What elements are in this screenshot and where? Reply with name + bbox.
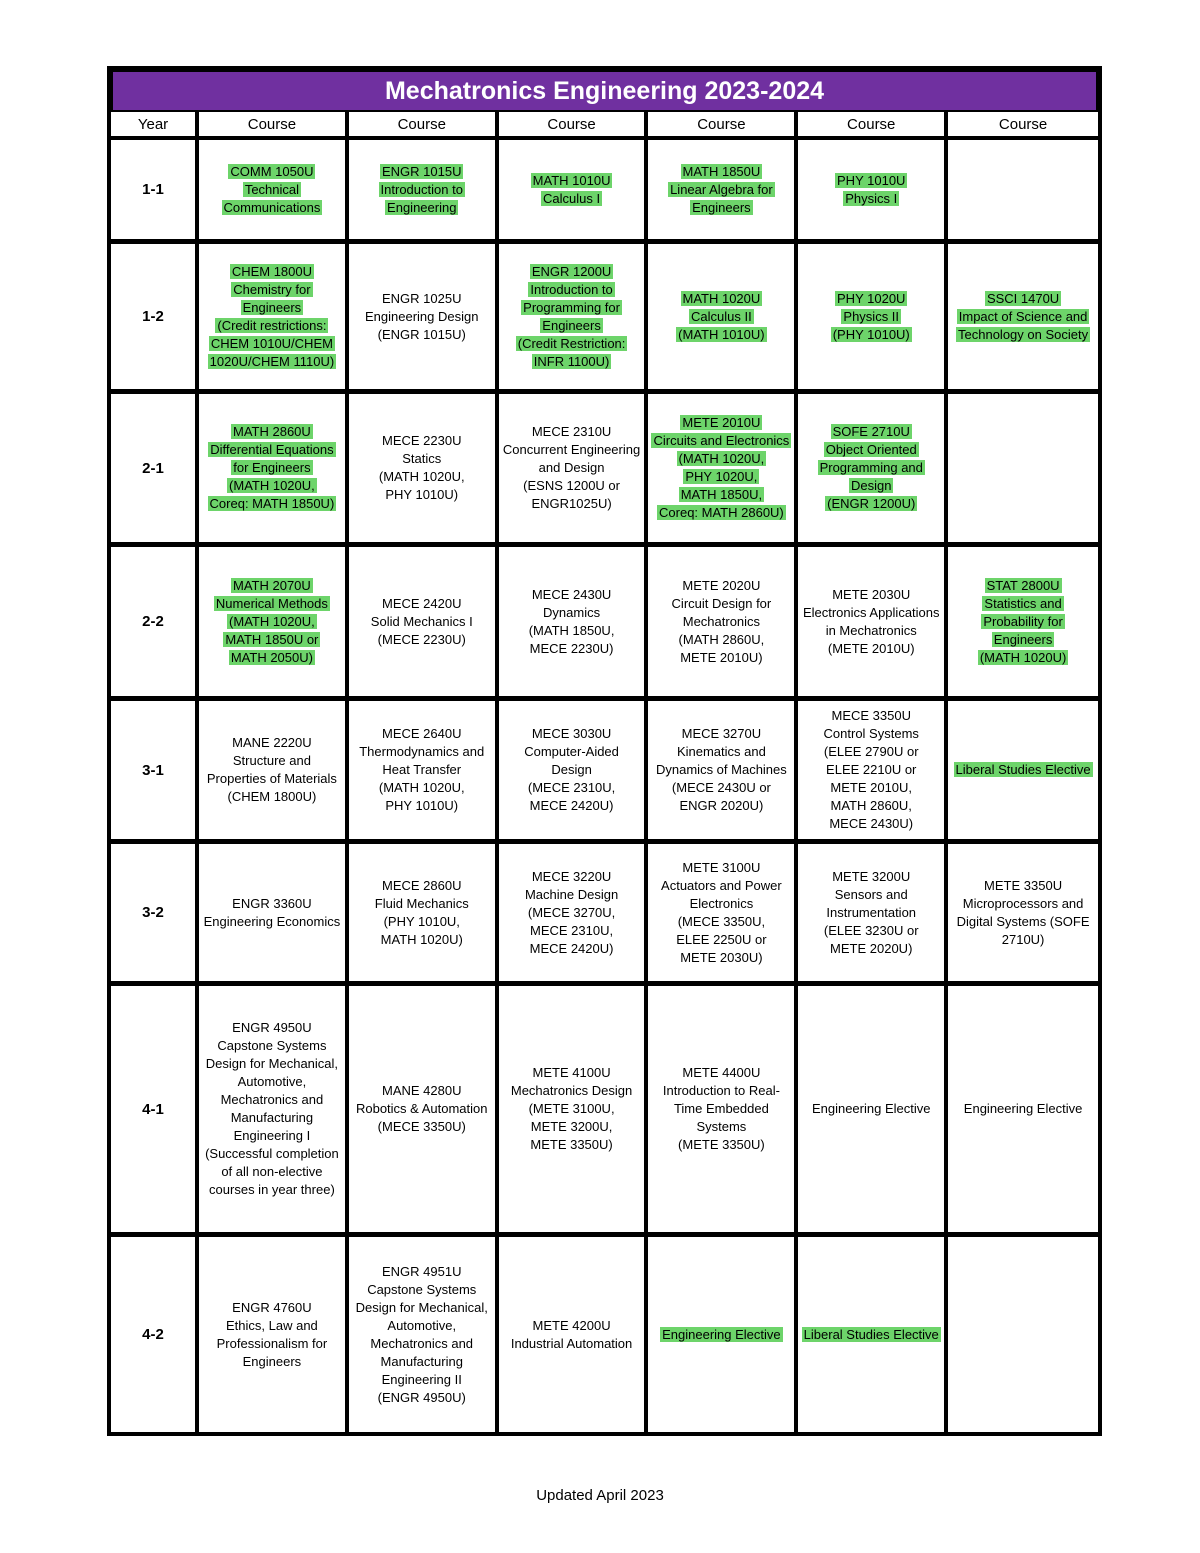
course-detail: Manufacturing — [230, 1110, 314, 1125]
course-cell — [349, 244, 499, 394]
course-detail: Object Oriented — [825, 442, 917, 457]
course-cell — [499, 140, 649, 244]
course-detail: Automotive, — [237, 1074, 307, 1089]
course-detail: Digital Systems (SOFE — [956, 913, 1090, 929]
course-detail: 2710U) — [1001, 931, 1045, 947]
course-detail: Differential Equations — [210, 442, 334, 457]
course-code: MECE 2310U — [531, 424, 612, 439]
course-detail: Sensors and — [834, 886, 908, 902]
course-detail: Physics II — [843, 308, 900, 324]
course-detail: (ENGR 4950U) — [377, 1389, 466, 1405]
course-cell — [199, 394, 349, 547]
year-term-label: 3-2 — [111, 844, 199, 986]
course-detail: Mechatronics and — [370, 1335, 474, 1351]
course-detail: PHY 1020U, — [685, 469, 758, 484]
table-row — [111, 547, 1098, 701]
course-detail: Linear Algebra for — [670, 181, 773, 197]
course-detail: Actuators and Power — [661, 877, 782, 893]
course-detail: Statistics and — [984, 595, 1062, 611]
course-code: METE 4400U — [682, 1065, 761, 1080]
course-detail: Capstone Systems — [217, 1038, 327, 1053]
course-code: SSCI 1470U — [986, 290, 1060, 306]
course-detail: (MECE 3270U, — [527, 904, 616, 920]
course-cell — [648, 844, 798, 986]
course-detail: METE 2010U) — [680, 649, 763, 665]
course-code: ENGR 1025U — [382, 290, 462, 306]
course-detail: Circuits and Electronics — [653, 433, 790, 448]
course-cell — [948, 244, 1098, 394]
course-cell — [648, 1237, 798, 1432]
course-detail: Engineering II — [381, 1371, 462, 1387]
course-cell — [199, 701, 349, 844]
course-detail: Design — [551, 762, 592, 777]
table-row — [111, 244, 1098, 394]
course-detail: (MECE 3350U) — [377, 1119, 466, 1134]
page-title: Mechatronics Engineering 2023-2024 — [113, 73, 1096, 109]
course-cell — [349, 986, 499, 1237]
course-code: Engineering Elective — [963, 1101, 1083, 1116]
header-course: Course — [948, 110, 1098, 140]
course-detail: Capstone Systems — [367, 1281, 477, 1297]
course-detail: Mechatronics and — [220, 1092, 324, 1107]
empty-course-cell — [948, 140, 1098, 244]
course-detail: Design — [850, 478, 892, 493]
course-code: METE 4100U — [532, 1065, 611, 1080]
course-detail: MECE 2230U) — [529, 640, 614, 656]
course-cell — [798, 394, 948, 547]
header-year: Year — [111, 110, 199, 140]
course-cell — [948, 986, 1098, 1237]
course-code: METE 3100U — [682, 859, 761, 875]
course-cell — [798, 1237, 948, 1432]
course-code: MATH 1020U — [682, 290, 761, 306]
course-cell — [798, 244, 948, 394]
table-row — [111, 844, 1098, 986]
table-row — [111, 394, 1098, 547]
empty-course-cell — [948, 394, 1098, 547]
course-detail: Engineering I — [233, 1128, 311, 1143]
course-code: MECE 3270U — [681, 726, 762, 741]
course-detail: MECE 2420U) — [529, 798, 614, 813]
course-detail: Coreq: MATH 1850U) — [209, 496, 335, 511]
course-detail: Systems — [696, 1119, 747, 1134]
course-cell — [349, 701, 499, 844]
course-code: METE 3200U — [832, 868, 911, 884]
course-detail: Technology on Society — [958, 326, 1089, 342]
course-cell — [499, 701, 649, 844]
course-detail: (MECE 3350U, — [677, 913, 766, 929]
course-detail: Engineering — [387, 199, 457, 215]
table-title-bar — [111, 70, 1098, 110]
course-detail: Engineers — [242, 1353, 302, 1369]
course-code: MECE 2420U — [382, 595, 462, 611]
course-code: MATH 2860U — [233, 424, 311, 439]
course-cell — [499, 394, 649, 547]
course-code: METE 3350U — [984, 877, 1063, 893]
course-cell — [499, 986, 649, 1237]
course-code: Engineering Elective — [811, 1101, 931, 1116]
course-code: MECE 2430U — [531, 586, 612, 602]
course-code: MECE 3220U — [531, 868, 612, 884]
course-cell — [948, 844, 1098, 986]
header-course: Course — [349, 110, 499, 140]
course-code: MATH 1010U — [532, 172, 611, 188]
course-detail: METE 2030U) — [680, 949, 763, 965]
course-code: ENGR 4760U — [232, 1299, 312, 1315]
course-code: SOFE 2710U — [832, 424, 910, 439]
course-code: ENGR 1200U — [531, 263, 612, 279]
course-code: METE 2020U — [682, 577, 761, 593]
empty-course-cell — [948, 1237, 1098, 1432]
course-detail: MECE 2420U) — [529, 940, 614, 956]
course-detail: Engineers — [692, 199, 751, 215]
course-cell — [648, 244, 798, 394]
course-detail: Microprocessors and — [962, 895, 1084, 911]
course-detail: (MATH 1850U, — [528, 622, 615, 638]
course-detail: (MATH 1020U, — [229, 478, 315, 493]
course-detail: (CHEM 1800U) — [227, 789, 317, 804]
course-detail: METE 3200U, — [530, 1119, 613, 1134]
course-cell — [948, 701, 1098, 844]
course-detail: (MECE 2230U) — [377, 631, 466, 647]
course-detail: courses in year three) — [209, 1182, 335, 1197]
course-detail: Programming and — [819, 460, 923, 475]
updated-footer: Updated April 2023 — [536, 1487, 664, 1504]
course-detail: MECE 2310U, — [530, 922, 614, 938]
course-detail: Communications — [223, 199, 321, 215]
course-code: COMM 1050U — [230, 163, 314, 179]
year-term-label: 4-1 — [111, 986, 199, 1237]
course-code: MECE 3350U — [831, 708, 911, 723]
course-detail: Electronics Applications — [802, 604, 940, 620]
course-detail: Dynamics — [543, 604, 601, 620]
course-detail: Ethics, Law and — [226, 1317, 318, 1333]
course-code: MATH 1850U — [682, 163, 761, 179]
course-code: MECE 2860U — [382, 877, 462, 893]
course-detail: (METE 3350U) — [678, 1137, 765, 1152]
course-detail: Manufacturing — [380, 1353, 463, 1369]
course-detail: Kinematics and — [676, 744, 766, 759]
course-code: MECE 2230U — [382, 433, 462, 448]
course-detail: (Credit restrictions: — [217, 317, 327, 333]
course-cell — [499, 844, 649, 986]
course-detail: Programming for — [523, 299, 620, 315]
course-detail: Impact of Science and — [958, 308, 1088, 324]
course-detail: CHEM 1010U/CHEM — [210, 335, 333, 351]
course-detail: Fluid Mechanics — [374, 895, 469, 911]
course-code: ENGR 4951U — [382, 1263, 462, 1279]
course-cell — [349, 547, 499, 701]
course-detail: Design for Mechanical, — [205, 1056, 339, 1071]
course-code: STAT 2800U — [986, 577, 1060, 593]
course-detail: 1020U/CHEM 1110U) — [209, 353, 335, 369]
course-code: Liberal Studies Elective — [803, 1326, 939, 1342]
course-detail: Calculus I — [543, 190, 601, 206]
course-detail: Introduction to — [530, 281, 613, 297]
course-code: CHEM 1800U — [231, 263, 313, 279]
course-detail: PHY 1010U) — [385, 798, 459, 813]
course-detail: Mechatronics Design — [510, 1083, 633, 1098]
course-detail: Solid Mechanics I — [370, 613, 473, 629]
course-detail: (MATH 1020U, — [678, 451, 765, 466]
course-detail: Robotics & Automation — [355, 1101, 488, 1116]
course-detail: ENGR 2020U) — [679, 798, 764, 813]
course-detail: (MATH 2860U, — [678, 631, 765, 647]
course-detail: (PHY 1010U) — [832, 326, 910, 342]
course-detail: Structure and — [232, 753, 311, 768]
course-cell — [199, 1237, 349, 1432]
course-detail: Time Embedded — [673, 1101, 769, 1116]
course-cell — [499, 244, 649, 394]
header-course: Course — [798, 110, 948, 140]
course-detail: MATH 1850U, — [680, 487, 763, 502]
course-detail: METE 3350U) — [530, 1137, 613, 1152]
course-detail: (ESNS 1200U or — [523, 478, 620, 493]
course-code: MECE 2640U — [382, 726, 462, 741]
course-detail: (ENGR 1015U) — [377, 326, 466, 342]
table-row — [111, 1237, 1098, 1432]
course-detail: Calculus II — [691, 308, 752, 324]
course-detail: Engineers — [242, 299, 302, 315]
year-term-label: 4-2 — [111, 1237, 199, 1432]
year-term-label: 2-1 — [111, 394, 199, 547]
course-detail: (MATH 1020U, — [378, 469, 465, 484]
course-detail: (MATH 1020U, — [229, 613, 315, 629]
course-detail: ELEE 2210U or — [826, 762, 917, 777]
course-code: PHY 1010U — [837, 172, 906, 188]
course-detail: Heat Transfer — [382, 762, 462, 777]
course-cell — [349, 394, 499, 547]
course-code: METE 4200U — [532, 1317, 611, 1333]
course-code: ENGR 4950U — [232, 1020, 312, 1035]
course-detail: Computer-Aided — [524, 744, 619, 759]
course-code: MANE 2220U — [232, 735, 312, 750]
course-detail: Control Systems — [823, 726, 919, 741]
course-cell — [199, 547, 349, 701]
course-detail: MATH 2860U, — [830, 798, 912, 813]
course-detail: PHY 1010U) — [385, 487, 459, 502]
course-detail: Introduction to — [380, 181, 463, 197]
year-term-label: 1-1 — [111, 140, 199, 244]
course-cell — [648, 986, 798, 1237]
course-cell — [798, 547, 948, 701]
course-detail: Introduction to Real- — [662, 1083, 780, 1098]
course-detail: Thermodynamics and — [359, 744, 485, 759]
course-code: Liberal Studies Elective — [955, 762, 1091, 777]
course-code: MANE 4280U — [382, 1083, 462, 1098]
course-cell — [798, 701, 948, 844]
course-cell — [349, 844, 499, 986]
course-detail: Mechatronics — [682, 613, 761, 629]
course-detail: and Design — [538, 460, 605, 475]
course-code: PHY 1020U — [837, 290, 906, 306]
course-detail: (Credit Restriction: — [517, 335, 626, 351]
course-cell — [349, 1237, 499, 1432]
course-detail: Engineering Economics — [203, 913, 341, 929]
course-code: ENGR 3360U — [232, 895, 312, 911]
course-detail: Chemistry for — [233, 281, 311, 297]
course-detail: Engineering Design — [365, 308, 479, 324]
course-detail: Probability for — [983, 613, 1063, 629]
course-detail: Circuit Design for — [671, 595, 772, 611]
course-cell — [499, 547, 649, 701]
table-row — [111, 140, 1098, 244]
course-detail: Engineers — [993, 631, 1053, 647]
course-detail: Coreq: MATH 2860U) — [659, 505, 784, 520]
table-body — [111, 140, 1098, 1432]
course-detail: Electronics — [689, 895, 754, 911]
course-detail: Technical — [244, 181, 300, 197]
course-cell — [798, 986, 948, 1237]
course-detail: (MECE 2310U, — [527, 780, 616, 795]
course-detail: for Engineers — [233, 460, 311, 475]
course-detail: (MATH 1020U, — [378, 780, 465, 795]
year-term-label: 2-2 — [111, 547, 199, 701]
course-detail: (ENGR 1200U) — [827, 496, 916, 511]
course-detail: MECE 2430U) — [829, 816, 914, 831]
course-detail: Physics I — [845, 190, 898, 206]
course-detail: (Successful completion — [205, 1146, 339, 1161]
course-detail: MATH 2050U) — [230, 649, 313, 665]
course-code: ENGR 1015U — [382, 163, 462, 179]
course-cell — [499, 1237, 649, 1432]
course-cell — [199, 844, 349, 986]
course-detail: (ELEE 3230U or — [823, 922, 919, 938]
course-detail: Industrial Automation — [510, 1335, 633, 1351]
course-detail: Design for Mechanical, — [355, 1299, 488, 1315]
course-detail: METE 2010U, — [830, 780, 913, 795]
course-detail: ENGR1025U) — [531, 496, 612, 511]
course-detail: (ELEE 2790U or — [823, 744, 919, 759]
course-detail: (MATH 1010U) — [678, 326, 765, 342]
header-course: Course — [199, 110, 349, 140]
course-code: Engineering Elective — [662, 1326, 781, 1342]
course-code: METE 2030U — [832, 586, 911, 602]
course-detail: (METE 3100U, — [528, 1101, 615, 1116]
course-cell — [948, 547, 1098, 701]
course-detail: Professionalism for — [216, 1335, 328, 1351]
header-course: Course — [499, 110, 649, 140]
year-term-label: 1-2 — [111, 244, 199, 394]
program-map-sheet — [107, 66, 1102, 1436]
course-detail: INFR 1100U) — [533, 353, 610, 369]
course-cell — [648, 547, 798, 701]
course-code: MATH 2070U — [233, 577, 311, 593]
course-cell — [648, 701, 798, 844]
course-cell — [199, 244, 349, 394]
course-detail: Concurrent Engineering — [502, 442, 641, 457]
course-detail: Statics — [402, 451, 442, 466]
course-detail: MATH 1020U) — [380, 931, 463, 947]
year-term-label: 3-1 — [111, 701, 199, 844]
course-detail: ELEE 2250U or — [676, 931, 767, 947]
course-detail: Numerical Methods — [215, 595, 328, 611]
course-code: METE 2010U — [682, 415, 761, 430]
course-code: MECE 3030U — [531, 726, 612, 741]
table-row — [111, 986, 1098, 1237]
course-cell — [648, 140, 798, 244]
course-cell — [798, 844, 948, 986]
table-row — [111, 701, 1098, 844]
course-detail: Instrumentation — [826, 904, 917, 920]
course-detail: in Mechatronics — [825, 622, 917, 638]
course-detail: Machine Design — [524, 886, 619, 902]
course-detail: (METE 2010U) — [827, 640, 915, 656]
course-detail: (MATH 1020U) — [979, 649, 1067, 665]
program-map-table — [111, 70, 1098, 1432]
course-detail: Engineers — [542, 317, 601, 333]
course-detail: MATH 1850U or — [225, 631, 319, 647]
course-detail: Dynamics of Machines — [656, 762, 787, 777]
course-cell — [648, 394, 798, 547]
header-row — [111, 110, 1098, 140]
course-detail: Automotive, — [387, 1317, 457, 1333]
course-cell — [349, 140, 499, 244]
course-detail: METE 2020U) — [830, 940, 913, 956]
course-cell — [199, 986, 349, 1237]
header-course: Course — [648, 110, 798, 140]
course-detail: Properties of Materials — [206, 771, 337, 786]
course-detail: (MECE 2430U or — [671, 780, 771, 795]
course-cell — [199, 140, 349, 244]
course-cell — [798, 140, 948, 244]
course-detail: of all non-elective — [221, 1164, 323, 1179]
course-detail: (PHY 1010U, — [383, 913, 460, 929]
